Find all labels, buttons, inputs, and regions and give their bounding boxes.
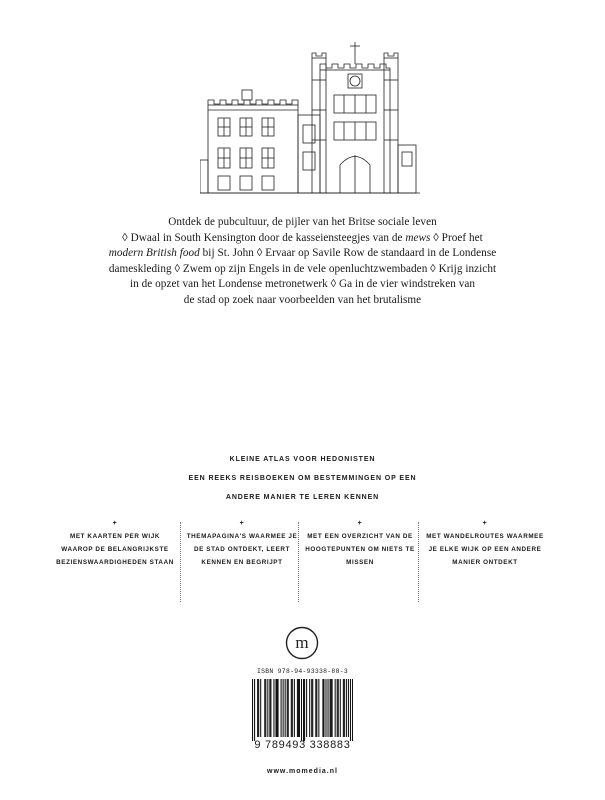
blurb-text: ◊ Proef het: [430, 231, 483, 244]
dotted-divider: [298, 522, 299, 602]
barcode-bar: [303, 679, 304, 741]
barcode-bar: [283, 679, 284, 737]
dotted-divider: [418, 522, 419, 602]
blurb-text: de stad op zoek naar voorbeelden van het brutalisme: [183, 293, 422, 306]
barcode-bar: [322, 679, 323, 737]
barcode-bar: [288, 679, 289, 737]
barcode-bar: [275, 679, 276, 737]
barcode-bar: [298, 679, 299, 737]
feature-text: MET WANDELROUTES WAARMEE JE ELKE WIJK OP EEN ANDERE MANIER ONTDEKT: [426, 533, 544, 566]
blurb-italic-text: mews: [405, 231, 431, 244]
publisher-website: www.momedia.nl: [267, 768, 338, 775]
series-subtitle-line-1: EEN REEKS REISBOEKEN OM BESTEMMINGEN OP EEN: [188, 475, 417, 482]
barcode-bar: [285, 679, 286, 737]
book-blurb: [100, 215, 505, 309]
barcode-bar: [267, 679, 268, 737]
barcode-bar: [264, 679, 265, 737]
barcode-bar: [297, 679, 298, 737]
blurb-italic-text: modern British food: [108, 247, 200, 260]
series-description: [100, 450, 505, 507]
blurb-line: [100, 215, 505, 231]
barcode-bar: [348, 679, 349, 737]
series-title: KLEINE ATLAS VOOR HEDONISTEN: [229, 456, 376, 463]
barcode-bar: [325, 679, 326, 737]
barcode-bar: [338, 679, 339, 737]
plus-icon: +: [239, 520, 245, 527]
barcode-bar: [312, 679, 313, 737]
isbn-barcode: [250, 668, 355, 756]
barcode-bar: [258, 679, 259, 737]
barcode-bar: [346, 679, 347, 737]
barcode-bar: [281, 679, 282, 737]
isbn-label: ISBN 978-94-93338-88-3: [257, 668, 348, 675]
barcode-bar: [291, 679, 292, 737]
plus-icon: +: [482, 520, 488, 527]
feature-text: MET KAARTEN PER WIJK WAAROP DE BELANGRIJKSTE BEZIENSWAARDIGHEDEN STAAN: [56, 533, 174, 566]
blurb-line: [100, 246, 505, 262]
barcode-bar: [335, 679, 336, 737]
barcode-bar: [287, 679, 288, 737]
barcode-bar: [252, 679, 253, 741]
barcode-bar: [332, 679, 333, 737]
barcode-bar: [304, 679, 305, 741]
blurb-text: bij St. John ◊ Ervaar op Savile Row de standaard in de Londense: [199, 247, 497, 260]
barcode-bar: [327, 679, 328, 737]
barcode-bar: [260, 679, 261, 737]
blurb-line: [100, 262, 505, 278]
barcode-bar: [301, 679, 302, 741]
palace-building-illustration: [200, 40, 420, 195]
barcode-bar: [270, 679, 271, 737]
barcode-bar: [292, 679, 293, 737]
barcode-bar: [306, 679, 307, 737]
barcode-bars: [252, 679, 353, 741]
features-row: [55, 518, 555, 608]
blurb-text: Ontdek de pubcultuur, de pijler van het Britse sociale leven: [168, 216, 437, 228]
barcode-bar: [323, 679, 324, 737]
dotted-divider: [180, 522, 181, 602]
publisher-logo: [285, 626, 319, 660]
feature-text: MET EEN OVERZICHT VAN DE HOOGTEPUNTEN OM NIETS TE MISSEN: [305, 533, 415, 566]
blurb-text: in de opzet van het Londense metronetwerk ◊ Ga in de vier windstreken van: [130, 278, 475, 291]
feature-text: THEMAPAGINA'S WAARMEE JE DE STAD ONTDEKT, LEERT KENNEN EN BEGRIJPT: [186, 533, 298, 566]
feature-walking-routes: [425, 518, 545, 608]
barcode-bar: [343, 679, 344, 737]
plus-icon: +: [357, 520, 363, 527]
barcode-bar: [340, 679, 341, 737]
barcode-bar: [337, 679, 338, 737]
barcode-bar: [265, 679, 266, 737]
feature-highlights: [300, 518, 420, 608]
barcode-bar: [311, 679, 312, 737]
blurb-text: ◊ Dwaal in South Kensington door de kasseiensteegjes van de: [122, 231, 406, 244]
barcode-bar: [344, 679, 345, 737]
barcode-bar: [315, 679, 316, 737]
barcode-bar: [254, 679, 255, 741]
logo-letter: m: [295, 633, 309, 652]
barcode-bar: [269, 679, 270, 737]
barcode-bar: [309, 679, 310, 737]
feature-theme-pages: [182, 518, 302, 608]
barcode-bar: [278, 679, 279, 737]
barcode-bar: [257, 679, 258, 737]
barcode-bar: [350, 679, 351, 741]
blurb-line: [100, 231, 505, 247]
feature-maps: [55, 518, 175, 608]
barcode-bar: [276, 679, 277, 737]
barcode-bar: [316, 679, 317, 737]
barcode-bar: [331, 679, 332, 737]
plus-icon: +: [112, 520, 118, 527]
barcode-bar: [352, 679, 353, 741]
blurb-text: dameskleding ◊ Zwem op zijn Engels in de vele openluchtzwembaden ◊ Krijg inzicht: [108, 262, 497, 275]
blurb-line: [100, 277, 505, 293]
barcode-bar: [294, 679, 295, 737]
series-subtitle-line-2: ANDERE MANIER TE LEREN KENNEN: [225, 494, 380, 501]
barcode-bar: [273, 679, 274, 737]
blurb-line: [100, 293, 505, 309]
barcode-bar: [299, 679, 300, 737]
barcode-bar: [318, 679, 319, 737]
barcode-bar: [330, 679, 331, 737]
barcode-digits: 9 789493 338883: [254, 739, 351, 751]
